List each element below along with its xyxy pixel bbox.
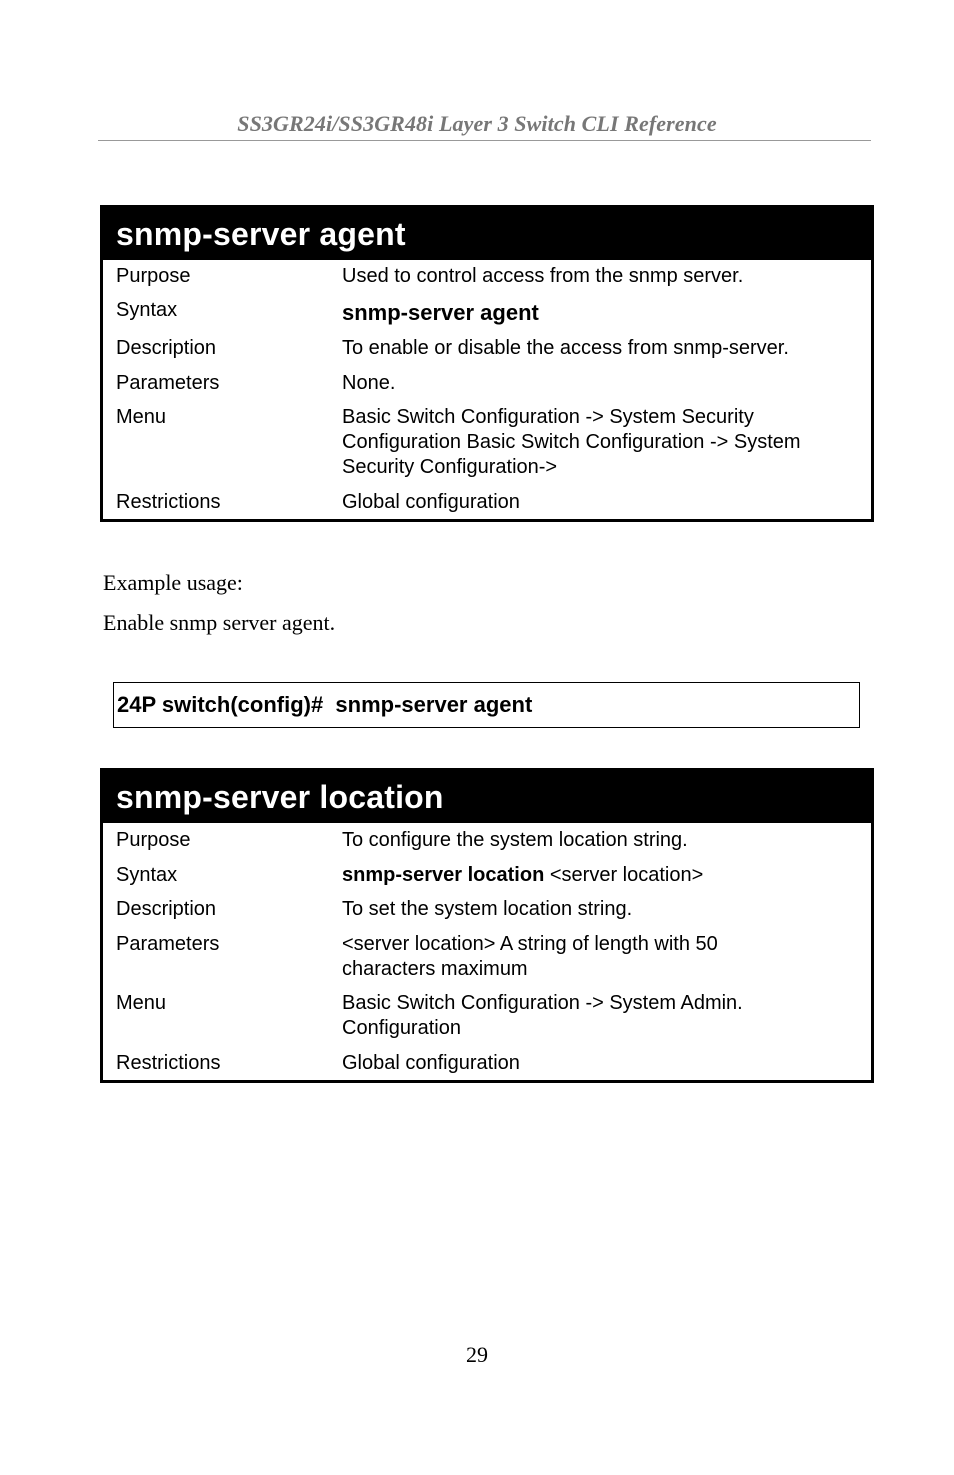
row-value [342,405,857,480]
syntax-command: snmp-server location [342,864,545,886]
example-usage-label: Example usage: [103,570,243,595]
row-label: Restrictions [116,491,221,513]
row-value: Global configuration [342,491,520,513]
row-label: Syntax [116,299,178,321]
row-value-syntax [342,863,857,888]
value-line: Configuration Basic Switch Configuration -> System [342,431,801,453]
command-title: snmp-server agent [103,208,871,260]
row-value: None. [342,372,396,394]
command-title: snmp-server location [103,771,871,823]
row-label: Restrictions [116,1052,221,1074]
row-value: To set the system location string. [342,898,633,920]
command-table-snmp-server-location [100,768,874,1083]
row-label: Parameters [116,372,220,394]
row-value [342,991,857,1041]
row-value: Used to control access from the snmp server. [342,265,744,287]
value-line: characters maximum [342,958,528,980]
row-label: Description [116,898,217,920]
header-divider [98,140,871,141]
value-line: Security Configuration-> [342,456,558,478]
row-value [342,932,857,982]
row-label: Syntax [116,864,178,886]
page-number: 29 [466,1342,488,1367]
row-value: To configure the system location string. [342,829,688,851]
row-label: Menu [116,406,167,428]
row-label: Menu [116,992,167,1014]
value-line: Configuration [342,1017,461,1039]
value-line: Basic Switch Configuration -> System Admin. [342,992,743,1014]
example-command-box: 24P switch(config)# snmp-server agent [113,682,860,728]
page-header-title: SS3GR24i/SS3GR48i Layer 3 Switch CLI Reference [237,111,717,136]
command-table-snmp-server-agent [100,205,874,522]
row-value-syntax: snmp-server agent [342,300,539,325]
row-label: Parameters [116,933,220,955]
value-line: <server location> A string of length with 50 [342,933,718,955]
example-description: Enable snmp server agent. [103,610,336,635]
row-value: To enable or disable the access from snmp-server. [342,337,789,359]
row-label: Purpose [116,829,191,851]
syntax-argument: <server location> [544,864,704,886]
row-label: Description [116,337,217,359]
row-value: Global configuration [342,1052,520,1074]
value-line: Basic Switch Configuration -> System Security [342,406,754,428]
row-label: Purpose [116,265,191,287]
